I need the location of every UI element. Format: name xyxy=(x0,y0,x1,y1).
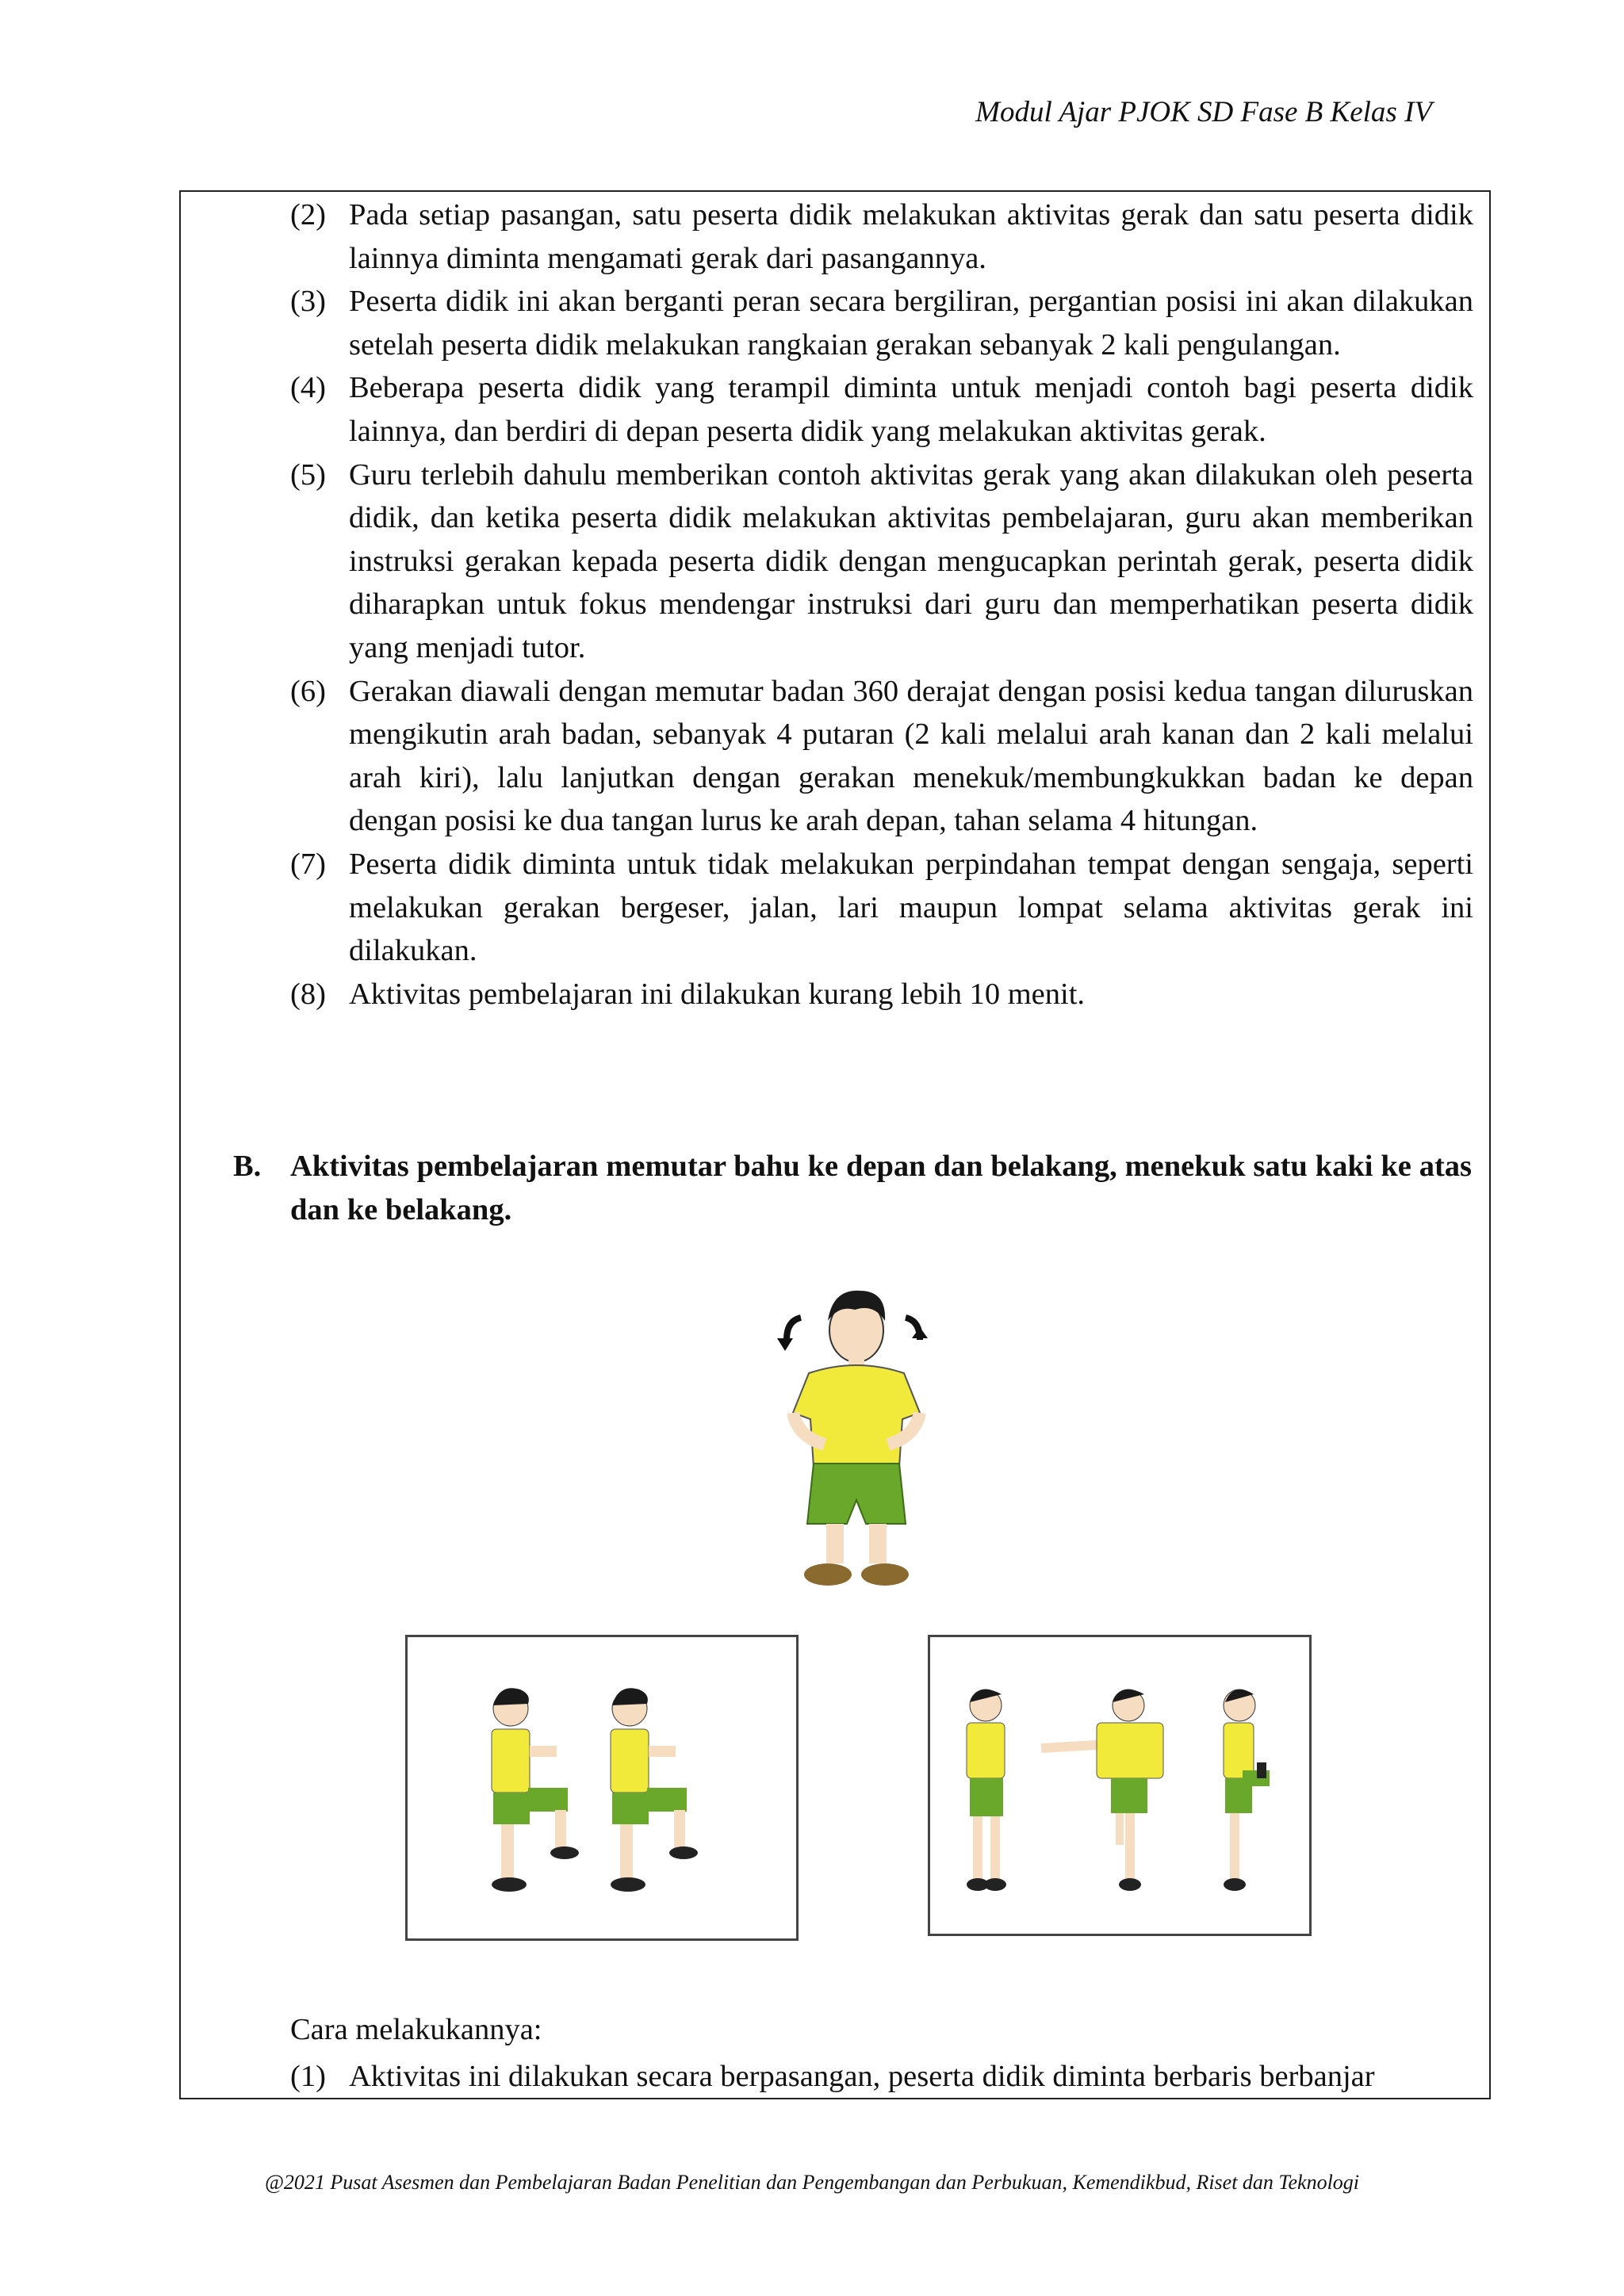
item-number: (5) xyxy=(290,457,326,492)
page-footer: @2021 Pusat Asesmen dan Pembelajaran Badan Penelitian dan Pengembangan dan Perbukuan, Kemendikbud, Riset dan Teknologi xyxy=(264,2171,1360,2194)
list-item xyxy=(290,280,1473,366)
rotate-left-arrow-icon xyxy=(787,1318,801,1340)
item-number: (4) xyxy=(290,371,326,405)
item-number: (1) xyxy=(290,2060,326,2093)
item-text: Peserta didik ini akan berganti peran secara bergiliran, pergantian posisi ini akan dilakukan setelah peserta didik melakukan rangkaian gerakan sebanyak 2 kali pengulangan. xyxy=(349,285,1473,362)
item-number: (7) xyxy=(290,847,326,881)
list-item xyxy=(290,973,1473,1016)
item-number: (6) xyxy=(290,674,326,708)
list-item xyxy=(290,843,1473,973)
section-heading xyxy=(233,1145,1472,1231)
knee-raise-illustration xyxy=(408,1637,796,1938)
item-text: Aktivitas pembelajaran ini dilakukan kurang lebih 10 menit. xyxy=(349,977,1086,1011)
item-number: (8) xyxy=(290,977,326,1011)
item-text: Guru terlebih dahulu memberikan contoh aktivitas gerak yang akan dilakukan oleh peserta didik, dan ketika peserta didik melakukan aktivitas pembelajaran, guru akan memberikan instruksi gerakan kepada peserta didik dengan mengucapkan perintah gerak, peserta didik diharapkan untuk fokus mendengar instruksi dari guru dan memperhatikan peserta didik yang menjadi tutor. xyxy=(349,457,1473,664)
list-item xyxy=(290,453,1473,670)
item-text: Pada setiap pasangan, satu peserta didik melakukan aktivitas gerak dan satu peserta didik lainnya diminta mengamati gerak dari pasangannya. xyxy=(349,198,1473,275)
item-text: Peserta didik diminta untuk tidak melakukan perpindahan tempat dengan sengaja, seperti melakukan gerakan bergeser, jalan, lari maupun lompat selama aktivitas gerak ini dilakukan. xyxy=(349,847,1473,968)
section-letter: B. xyxy=(233,1150,262,1183)
list-item xyxy=(290,366,1473,453)
item-number: (3) xyxy=(290,285,326,319)
item-text: Beberapa peserta didik yang terampil diminta untuk menjadi contoh bagi peserta didik lainnya, dan berdiri di depan peserta didik yang melakukan aktivitas gerak. xyxy=(349,371,1473,448)
leg-bend-illustration xyxy=(930,1637,1309,1934)
instructions-label: Cara melakukannya: xyxy=(290,2013,542,2046)
shoulder-rotation-illustration xyxy=(761,1276,952,1594)
item-number: (2) xyxy=(290,198,326,232)
list-item xyxy=(290,2055,1473,2099)
list-item xyxy=(290,193,1473,280)
knee-raise-illustration-box xyxy=(405,1635,799,1941)
section-title: Aktivitas pembelajaran memutar bahu ke depan dan belakang, menekuk satu kaki ke atas dan ke belakang. xyxy=(290,1150,1472,1226)
item-text: Gerakan diawali dengan memutar badan 360 derajat dengan posisi kedua tangan diluruskan mengikutin arah badan, sebanyak 4 putaran (2 kali melalui arah kanan dan 2 kali melalui arah kiri), lalu lanjutkan dengan gerakan menekuk/membungkukkan badan ke depan dengan posisi ke dua tangan lurus ke arah depan, tahan selama 4 hitungan. xyxy=(349,674,1473,838)
steps-list-2 xyxy=(290,2055,1473,2099)
leg-bend-illustration-box xyxy=(928,1635,1312,1936)
list-item xyxy=(290,670,1473,843)
page-header: Modul Ajar PJOK SD Fase B Kelas IV xyxy=(975,96,1432,128)
item-text: Aktivitas ini dilakukan secara berpasangan, peserta didik diminta berbaris berbanjar xyxy=(349,2060,1375,2093)
steps-list xyxy=(290,193,1473,1016)
